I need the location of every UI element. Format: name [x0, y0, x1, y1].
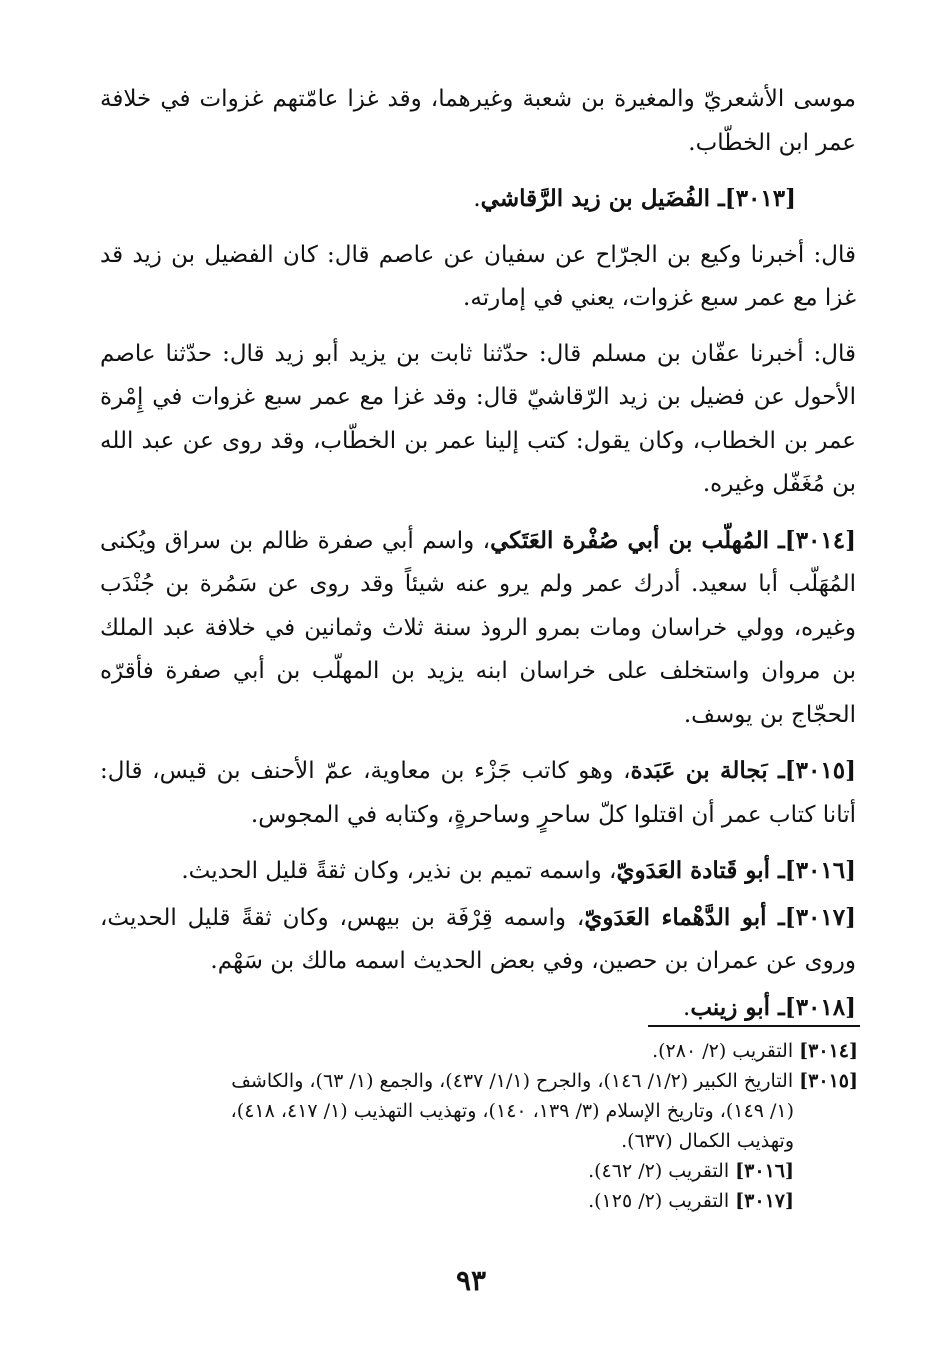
footnote-number: [٣٠١٦] [735, 1160, 794, 1182]
entry-3017 [100, 896, 856, 984]
footnote-divider [648, 1025, 860, 1027]
entry-number: [٣٠١٣] [724, 185, 796, 212]
entry-name: ـ أبو زينب [690, 993, 785, 1021]
entry-name: ـ أبو قَتادة العَدَويّ [616, 857, 785, 884]
entry-text: ، وهو كاتب جَزْء بن معاوية، عمّ الأحنف بن قيس، قال: أتانا كتاب عمر أن اقتلوا كلّ ساحرٍ وساحرةٍ، وكتابه في المجوس. [100, 758, 856, 828]
footnote-3016 [98, 1156, 858, 1186]
paragraph-narration-1: قال: أخبرنا وكيع بن الجرّاح عن سفيان عن عاصم قال: كان الفضيل بن زيد قد غزا مع عمر سبع غزوات، يعني في إمارته. [100, 241, 856, 311]
entry-3014 [100, 519, 856, 738]
footnote-text: التاريخ الكبير (١/٢/ ١٤٦)، والجرح (١/١/ ٤٣٧)، والجمع (١/ ٦٣)، والكاشف [231, 1070, 794, 1092]
entry-number: [٣٠١٤] [784, 526, 856, 554]
entry-number: [٣٠١٧] [784, 903, 856, 931]
paragraph-narration-2: قال: أخبرنا عفّان بن مسلم قال: حدّثنا ثابت بن يزيد أبو زيد قال: حدّثنا عاصم الأحول عن فضيل بن زيد الرّقاشيّ قال: وقد غزا مع عمر سبع غزوات في إِمْرة عمر بن الخطاب، وكان يقول: كتب إلينا عمر بن الخطّاب، وقد روى عن عبد الله بن مُغَفّل وغيره. [100, 340, 856, 497]
entry-3016 [100, 849, 856, 894]
entry-text: ، واسمه قِرْفَة بن بيهس، وكان ثقةً قليل الحديث، وروى عن عمران بن حصين، وفي بعض الحديث اسمه مالك بن سَهْم. [100, 904, 856, 974]
entry-text: . [473, 186, 481, 212]
entry-name: ـ بَجالة بن عَبَدة [630, 757, 785, 784]
footnote-3017 [98, 1186, 858, 1216]
footnote-3015-line-2: (١/ ١٤٩)، وتاريخ الإسلام (٣/ ١٣٩، ١٤٠)، وتهذيب التهذيب (١/ ٤١٧، ٤١٨)، [230, 1100, 794, 1122]
footnote-number: [٣٠١٥] [799, 1070, 858, 1092]
footnote-text: التقريب (٢/ ٢٨٠). [652, 1040, 794, 1062]
paragraph-intro: موسى الأشعريّ والمغيرة بن شعبة وغيرهما، وقد غزا عامّتهم غزوات في خلافة عمر ابن الخطّاب. [100, 86, 856, 156]
entry-text: ، واسم أبي صفرة ظالم بن سراق ويُكنى المُهَلّب أبا سعيد. أدرك عمر ولم يرو عنه شيئاً وقد روى عن سَمُرة بن جُنْدَب وغيره، وولي خراسان ومات بمرو الروذ سنة ثلاث وثمانين في خلافة عبد الملك بن مروان واستخلف على خراسان ابنه يزيد بن المهلّب بن أبي صفرة فأقرّه الحجّاج بن يوسف. [100, 527, 856, 728]
entry-3015 [100, 749, 856, 837]
entry-name: ـ الفُضَيل بن زيد الرَّقاشي [480, 185, 725, 212]
footnotes [98, 1036, 858, 1216]
footnote-text: التقريب (٢/ ١٢٥). [588, 1190, 730, 1212]
entry-3013 [100, 177, 856, 222]
footnote-text: التقريب (٢/ ٤٦٢). [588, 1160, 730, 1182]
entry-text: ، واسمه تميم بن نذير، وكان ثقةً قليل الحديث. [181, 858, 617, 884]
entry-number: [٣٠١٦] [784, 857, 856, 884]
footnote-number: [٣٠١٤] [799, 1040, 858, 1062]
footnote-number: [٣٠١٧] [735, 1190, 794, 1212]
entry-3018 [100, 986, 856, 1031]
entry-text: . [683, 994, 691, 1021]
page-number: ٩٣ [455, 1264, 487, 1297]
entry-name: ـ أبو الدَّهْماء العَدَويّ [584, 903, 785, 931]
entry-name: ـ المُهلّب بن أبي صُفْرة العَتَكي [490, 526, 785, 554]
entry-number: [٣٠١٨] [784, 993, 856, 1021]
footnote-3015-line-3: وتهذيب الكمال (٦٣٧). [621, 1130, 794, 1152]
entry-number: [٣٠١٥] [784, 757, 856, 784]
footnote-3014 [98, 1036, 858, 1066]
footnote-3015 [98, 1066, 858, 1096]
main-text [100, 78, 856, 1042]
